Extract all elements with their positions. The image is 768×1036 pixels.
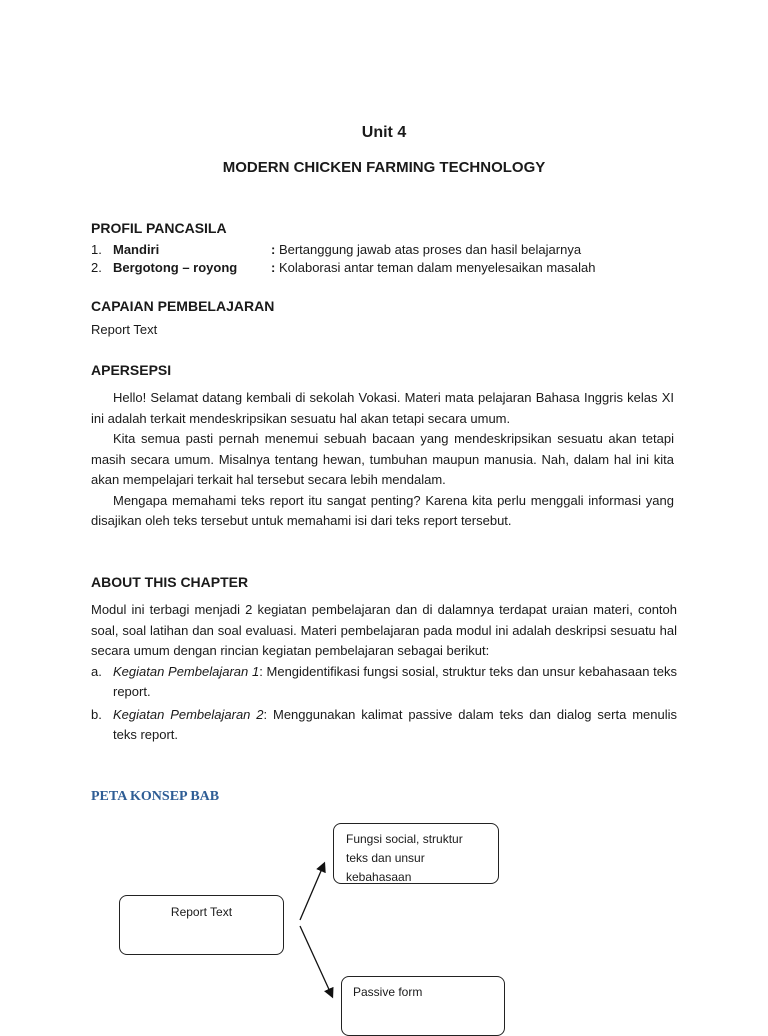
concept-box-root-label: Report Text — [170, 905, 233, 919]
apersepsi-paragraph-1: Hello! Selamat datang kembali di sekolah Vokasi. Materi mata pelajaran Bahasa Inggris kelas XI ini adalah terkait mendeskripsikan sesuatu hal akan tetapi secara umum. — [91, 390, 674, 426]
about-item-a-text: : Mengidentifikasi fungsi sosial, struktur teks dan unsur kebahasaan teks report. — [113, 663, 677, 699]
arrow-to-branch-1 — [300, 864, 324, 920]
about-list-item-b — [91, 705, 677, 746]
profil-item-2-desc: : Kolaborasi antar teman dalam menyelesaikan masalah — [271, 260, 596, 275]
concept-box-root — [119, 895, 284, 955]
apersepsi-heading: APERSEPSI — [91, 362, 172, 378]
about-item-a-label: Kegiatan Pembelajaran 1 — [113, 663, 260, 679]
profil-item-2-desc-text: Kolaborasi antar teman dalam menyelesaikan masalah — [278, 260, 596, 275]
peta-konsep-heading: PETA KONSEP BAB — [91, 789, 220, 804]
profil-item-1-number: 1. — [91, 242, 102, 257]
concept-arrows — [290, 850, 350, 1010]
arrow-to-branch-2 — [300, 926, 332, 996]
about-list-item-a — [91, 662, 677, 703]
about-list — [91, 662, 677, 746]
profil-item-2-term: Bergotong – royong — [113, 260, 238, 275]
capaian-heading: CAPAIAN PEMBELAJARAN — [91, 298, 275, 314]
capaian-text: Report Text — [91, 322, 158, 337]
about-item-b-label: Kegiatan Pembelajaran 2 — [113, 706, 264, 722]
profil-item-1-desc-text: Bertanggung jawab atas proses dan hasil belajarnya — [278, 242, 582, 257]
about-item-b-mark: b. — [91, 706, 102, 722]
about-heading: ABOUT THIS CHAPTER — [91, 574, 249, 590]
concept-box-branch-2-label: Passive form — [353, 985, 423, 999]
unit-label: Unit 4 — [361, 124, 407, 141]
profil-item-1-term: Mandiri — [113, 242, 160, 257]
profil-item-2-number: 2. — [91, 260, 102, 275]
concept-box-branch-1 — [333, 823, 499, 884]
profil-heading: PROFIL PANCASILA — [91, 220, 227, 236]
concept-box-branch-1-label: Fungsi social, struktur teks dan unsur kebahasaan — [346, 832, 463, 884]
profil-item-1-desc: : Bertanggung jawab atas proses dan hasil belajarnya — [271, 242, 582, 257]
about-item-a-mark: a. — [91, 663, 102, 679]
about-intro: Modul ini terbagi menjadi 2 kegiatan pembelajaran dan di dalamnya terdapat uraian materi, contoh soal, soal latihan dan soal evaluasi. Materi pembelajaran pada modul ini adalah deskripsi sesuatu hal secara umum dengan rincian kegiatan pembelajaran sebagai berikut: — [91, 602, 677, 658]
apersepsi-body — [91, 388, 674, 532]
about-item-b-text: : Menggunakan kalimat passive dalam teks dan dialog serta menulis teks report. — [113, 706, 677, 742]
about-body — [91, 600, 677, 748]
page-title: MODERN CHICKEN FARMING TECHNOLOGY — [222, 159, 546, 176]
apersepsi-paragraph-2: Kita semua pasti pernah menemui sebuah bacaan yang mendeskripsikan sesuatu akan tetapi masih secara umum. Misalnya tentang hewan, tumbuhan maupun manusia. Nah, dalam hal ini kita akan mempelajari terkait hal tersebut secara lebih mendalam. — [91, 431, 674, 487]
concept-box-branch-2 — [341, 976, 505, 1036]
apersepsi-paragraph-3: Mengapa memahami teks report itu sangat penting? Karena kita perlu menggali informasi yang disajikan oleh teks tersebut untuk memahami isi dari teks report tersebut. — [91, 492, 674, 528]
